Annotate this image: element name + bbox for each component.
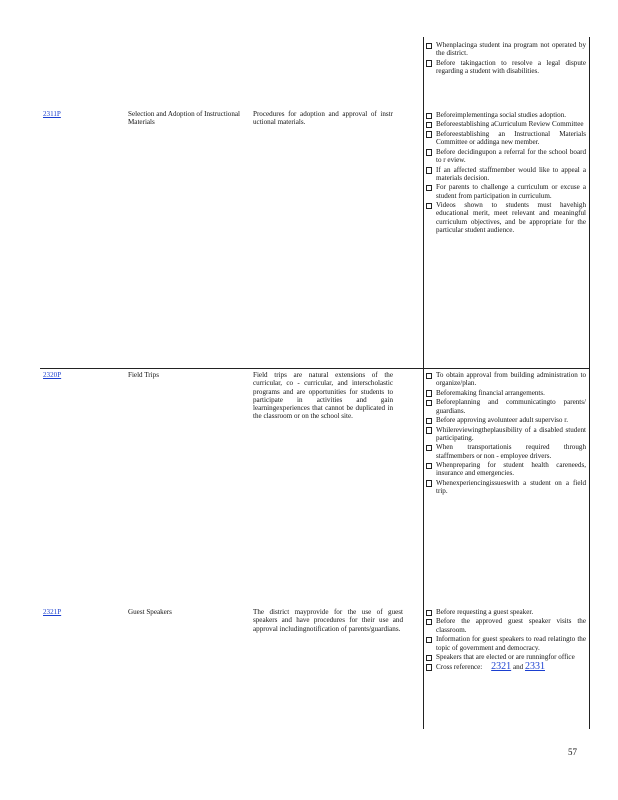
checkbox-icon	[426, 418, 432, 425]
policy-title: Selection and Adoption of Instructional Materials	[128, 110, 240, 127]
row-divider	[40, 368, 590, 369]
list-item: Beforeplanning and communicatingto parents/ guardians.	[426, 398, 586, 415]
checkbox-icon	[426, 131, 432, 138]
list-item: Whenpreparing for student health careneeds, insurance and emergencies.	[426, 461, 586, 478]
checkbox-icon	[426, 167, 432, 174]
checkbox-icon	[426, 149, 432, 156]
table-border-left	[423, 37, 424, 729]
cross-reference: Cross reference: 2321 and 2331	[426, 663, 586, 671]
cross-ref-link-2321[interactable]: 2321	[491, 660, 512, 672]
checkbox-icon	[426, 664, 432, 671]
list-item: Information for guest speakers to read relatingto the topic of government and democracy.	[426, 635, 586, 652]
policy-code	[43, 110, 103, 118]
policy-link-2321p[interactable]: 2321P	[43, 608, 62, 616]
list-item: If an affected staffmember would like to appeal a materials decision.	[426, 166, 586, 183]
list-item: Whenexperiencingissueswith a student on a field trip.	[426, 479, 586, 496]
list-item: When transportationis required through staffmembers or non - employee drivers.	[426, 443, 586, 460]
checkbox-icon	[426, 480, 432, 487]
policy-code	[43, 608, 103, 616]
policy-description: The district mayprovide for the use of guest speakers and have procedures for their use and approval includingnotification of parents/guardians.	[253, 608, 403, 633]
checkbox-icon	[426, 203, 432, 210]
policy-link-2311p[interactable]: 2311P	[43, 110, 61, 118]
page-number: 57	[568, 747, 577, 757]
list-item: To obtain approval from building administration to organize/plan.	[426, 371, 586, 388]
checkbox-icon	[426, 610, 432, 617]
checkbox-icon	[426, 43, 432, 50]
policy-description: Procedures for adoption and approval of instr uctional materials.	[253, 110, 393, 127]
list-item: Whenplacinga student ina program not operated by the district.	[426, 41, 586, 58]
checkbox-icon	[426, 390, 432, 397]
list-item: Whilereviewingtheplausibility of a disabled student participating.	[426, 426, 586, 443]
list-item: Before requesting a guest speaker.	[426, 608, 586, 616]
list-item: Before approving avolunteer adult superviso r.	[426, 416, 586, 424]
checkbox-icon	[426, 185, 432, 192]
row-3-items	[426, 608, 586, 672]
checkbox-icon	[426, 655, 432, 662]
list-item: Beforeimplementinga social studies adoption.	[426, 111, 586, 119]
list-item: Videos shown to students must havehigh educational merit, meet relevant and meaningful curriculum objectives, and be appropriate for the particular student audience.	[426, 201, 586, 234]
list-item: Beforeestablishing an Instructional Materials Committee or addinga new member.	[426, 130, 586, 147]
checkbox-icon	[426, 373, 432, 380]
list-item: Before the approved guest speaker visits the classroom.	[426, 617, 586, 634]
row-0-items	[426, 41, 586, 77]
checkbox-icon	[426, 400, 432, 407]
row-1-items	[426, 111, 586, 235]
checkbox-icon	[426, 122, 432, 129]
table-border-right	[589, 37, 590, 729]
list-item: For parents to challenge a curriculum or excuse a student from participation in curriculum.	[426, 183, 586, 200]
cross-ref-link-2331[interactable]: 2331	[524, 660, 545, 672]
checkbox-icon	[426, 463, 432, 470]
checkbox-icon	[426, 619, 432, 626]
list-item: Before takingaction to resolve a legal dispute regarding a student with disabilities.	[426, 59, 586, 76]
policy-title: Field Trips	[128, 371, 159, 379]
list-item: Speakers that are elected or are runningfor office	[426, 653, 586, 661]
policy-description: Field trips are natural extensions of the curricular, co - curricular, and interscholastic programs and are opportunities for students to participate in activities and gain learningexperiences that cannot be duplicated in the classroom or on the school site.	[253, 371, 393, 421]
checkbox-icon	[426, 113, 432, 120]
policy-title: Guest Speakers	[128, 608, 172, 616]
policy-code	[43, 371, 103, 379]
checkbox-icon	[426, 427, 432, 434]
list-item: Beforemaking financial arrangements.	[426, 389, 586, 397]
checkbox-icon	[426, 637, 432, 644]
row-2-items	[426, 371, 586, 497]
checkbox-icon	[426, 60, 432, 67]
checkbox-icon	[426, 445, 432, 452]
policy-link-2320p[interactable]: 2320P	[43, 371, 62, 379]
list-item: Beforeestablishing aCurriculum Review Committee	[426, 120, 586, 128]
list-item: Before decidingupon a referral for the school board to r eview.	[426, 148, 586, 165]
